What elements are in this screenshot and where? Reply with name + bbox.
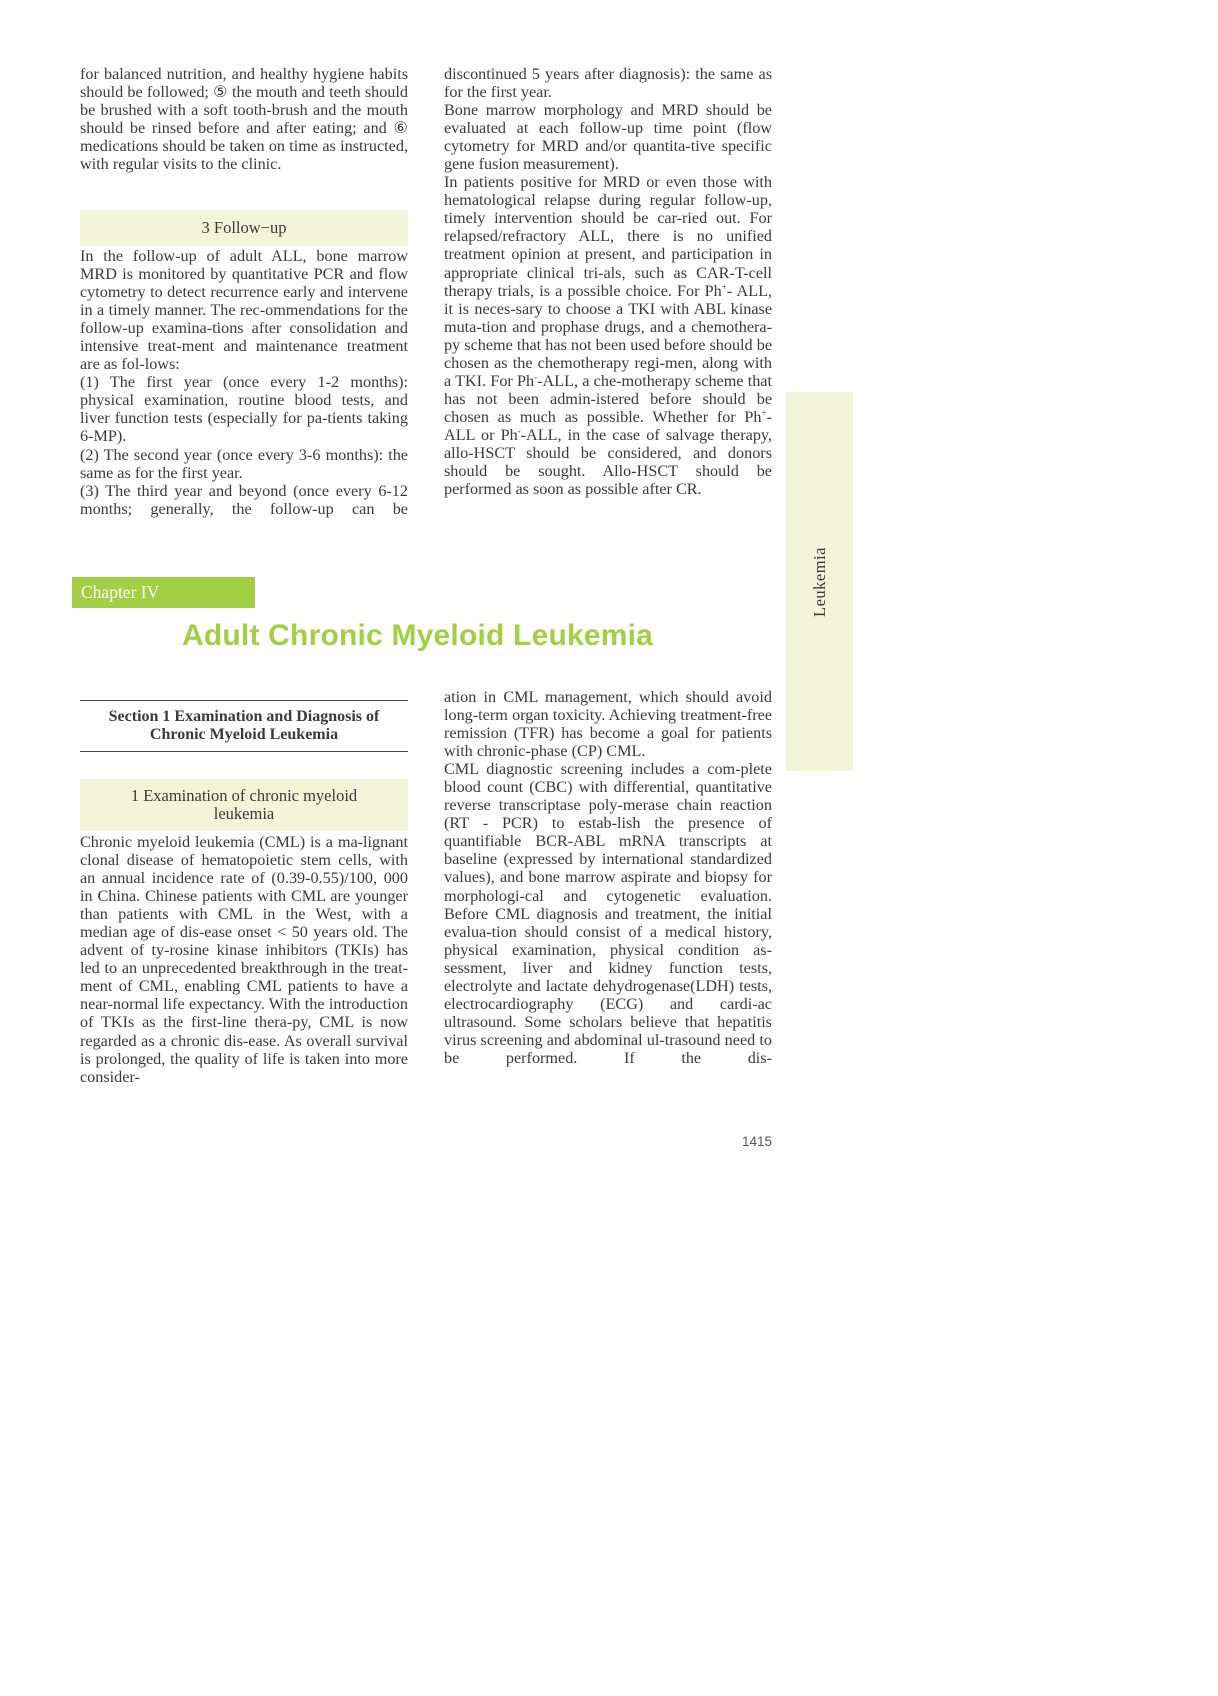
chapter-label: Chapter IV (72, 577, 255, 608)
cml-screening-paragraph: CML diagnostic screening includes a com-plete blood count (CBC) with differential, quantitative reverse transcriptase poly-merase chain reaction (RT - PCR) to estab-lish the presence of quantifiable BCR-ABL mRNA transcripts at baseline (expressed by international standardized values), and bone marrow aspirate and biopsy for morphologi-cal and cytogenetic evaluation. Before CML diagnosis and treatment, the initial evalua-tion should consist of a medical history, physical examination, physical condition as-sessment, liver and kidney function tests, electrolyte and lactate dehydrogenase(LDH) tests, electrocardiography (ECG) and cardi-ac ultrasound. Some scholars believe that hepatitis virus screening and abdominal ul-trasound need to be performed. If the dis- (444, 760, 772, 1067)
ph-superscript: - (517, 425, 521, 436)
relapse-text-1: In patients positive for MRD or even those with hematological relapse during regular follow-up, timely intervention should be car-ried out. For relapsed/refractory ALL, there is no unified treatment opinion at present, and participation in appropriate clinical tri-als, such as CAR-T-cell therapy trials, is a possible choice. For Ph (444, 173, 772, 300)
cml-management-paragraph: ation in CML management, which should avoid long-term organ toxicity. Achieving treatment-free remission (TFR) has become a goal for patients with chronic-phase (CP) CML. (444, 688, 772, 761)
cml-intro-paragraph: Chronic myeloid leukemia (CML) is a ma-lignant clonal disease of hematopoietic stem cells, with an annual incidence rate of (0.39-0.55)/100, 000 in China. Chinese patients with CML are younger than patients with CML in the West, with a median age of dis-ease onset < 50 years old. The advent of ty-rosine kinase inhibitors (TKIs) has led to an unprecedented breakthrough in the treat-ment of CML, enabling CML patients to have a near-normal life expectancy. With the introduction of TKIs as the first-line thera-py, CML is now regarded as a chronic dis-ease. As overall survival is prolonged, the quality of life is taken into more consider- (80, 833, 408, 1086)
followup-item-3: (3) The third year and beyond (once every 6-12 months; generally, the follow-up can be (80, 481, 408, 518)
section-heading (80, 700, 408, 752)
ph-superscript: + (721, 281, 727, 292)
side-tab (786, 392, 853, 771)
ph-superscript: + (761, 407, 767, 418)
section-heading-line-2: Chronic Myeloid Leukemia (149, 726, 339, 743)
side-tab-label: Leukemia (809, 546, 829, 617)
relapse-text-5: -ALL, in the case of salvage therapy, allo-HSCT should be considered, and donors should be sought. Allo-HSCT should be performed as soon as possible after CR. (444, 425, 772, 499)
relapse-text-4: - ALL or Ph (444, 407, 772, 444)
examination-subheading-line-2: leukemia (213, 804, 275, 823)
relapse-text-3: -ALL, a che-motherapy scheme that has not been admin-istered before should be chosen as much as possible. Whether for Ph (444, 371, 772, 426)
examination-subheading-line-1: 1 Examination of chronic myeloid (130, 786, 358, 805)
followup-heading: 3 Follow−up (80, 210, 408, 246)
followup-body (80, 247, 408, 518)
examination-subheading (80, 779, 408, 831)
section-heading-line-1: Section 1 Examination and Diagnosis of (108, 708, 380, 725)
bone-marrow-paragraph: Bone marrow morphology and MRD should be evaluated at each follow-up time point (flow cytometry for MRD and/or quantita-tive specific gene fusion measurement). (444, 101, 772, 174)
followup-paragraph: In the follow-up of adult ALL, bone marrow MRD is monitored by quantitative PCR and flow cytometry to detect recurrence early and intervene in a timely manner. The rec-ommendations for the follow-up examina-tions after consolidation and intensive treat-ment and maintenance treatment are as fol-lows: (80, 247, 408, 374)
followup-item-1: (1) The first year (once every 1-2 months): physical examination, routine blood tests, and liver function tests (especially for pa-tients taking 6-MP). (80, 373, 408, 446)
bottom-left-column (80, 833, 408, 1086)
bottom-right-column (444, 688, 772, 1067)
page-number: 1415 (742, 1134, 773, 1149)
relapse-text-2: - ALL, it is neces-sary to choose a TKI with ABL kinase muta-tion and prophase drugs, and a chemothera-py scheme that has not been used before should be chosen as the chemotherapy regi-men, along with a TKI. For Ph (444, 281, 772, 390)
relapse-paragraph (444, 173, 772, 498)
chapter-title: Adult Chronic Myeloid Leukemia (182, 619, 654, 652)
followup-item-2: (2) The second year (once every 3-6 months): the same as for the first year. (80, 445, 408, 482)
ph-superscript: - (534, 371, 538, 382)
top-right-column (444, 65, 772, 498)
followup-item-3-continued: discontinued 5 years after diagnosis): the same as for the first year. (444, 65, 772, 102)
nursing-paragraph: for balanced nutrition, and healthy hygiene habits should be followed; ⑤ the mouth and teeth should be brushed with a soft tooth-brush and the mouth should be rinsed before and after eating; and ⑥ medications should be taken on time as instructed, with regular visits to the clinic. (80, 65, 408, 174)
top-left-column (80, 65, 408, 173)
